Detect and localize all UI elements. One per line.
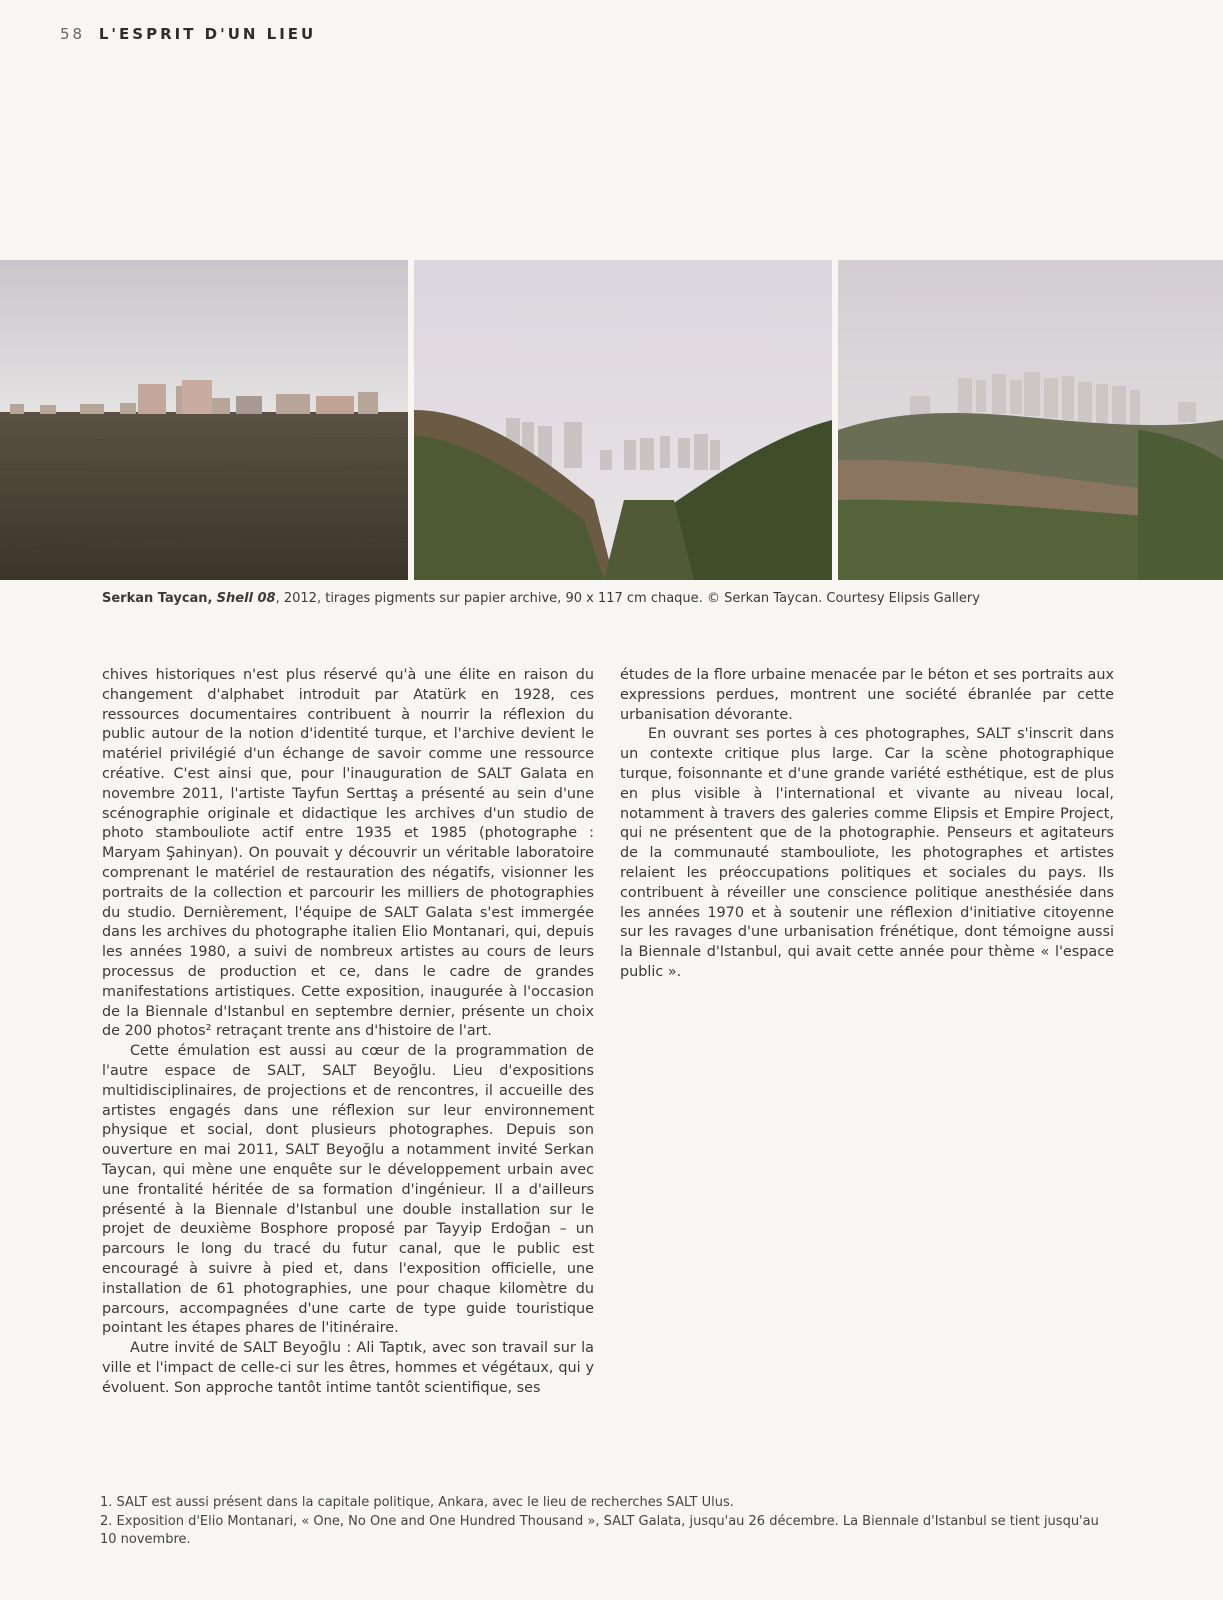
photo-caption [102, 591, 1102, 606]
paragraph: Autre invité de SALT Beyoğlu : Ali Taptık, avec son travail sur la ville et l'impact de celle-ci sur les êtres, hommes et végétaux, qui y évoluent. Son approche tantôt intime tantôt scientifique, ses [102, 1340, 594, 1396]
paragraph: En ouvrant ses portes à ces photographes, SALT s'inscrit dans un contexte critique plus large. Car la scène photographique turque, foisonnante et d'une grande variété esthétique, est de plus en plus visible à l'international et vivante au niveau local, notamment à travers des galeries comme Elipsis et Empire Project, qui ne présentent que de la photographie. Penseurs et agitateurs de la communauté stambouliote, les photographes et artistes relaient les préoccupations politiques et sociales du pays. Ils contribuent à réveiller une conscience politique anesthésiée dans les années 1970 et à soutenir une réflexion d'initiative citoyenne sur les ravages d'une urbanisation frénétique, dont témoigne aussi la Biennale d'Istanbul, qui avait cette année pour thème « l'espace public ». [620, 726, 1114, 980]
section-title: L'ESPRIT D'UN LIEU [98, 25, 317, 43]
paragraph: Cette émulation est aussi au cœur de la programmation de l'autre espace de SALT, SALT Beyoğlu. Lieu d'expositions multidisciplinaires, de projections et de rencontres, il accueille des artistes engagés dans une réflexion sur leur environnement physique et social, dont plusieurs photographes. Depuis son ouverture en mai 2011, SALT Beyoğlu a notamment invité Serkan Taycan, qui mène une enquête sur le développement urbain avec une frontalité héritée de sa formation d'ingénieur. Il a d'ailleurs présenté à la Biennale d'Istanbul une double installation sur le projet de deuxième Bosphore proposé par Tayyip Erdoğan – un parcours le long du tracé du futur canal, que le public est encouragé à suivre à pied et, dans l'exposition officielle, une installation de 61 photographies, une pour chaque kilomètre du parcours, accompagnées d'une carte de type guide touristique pointant les étapes phares de l'itinéraire. [102, 1043, 594, 1337]
photo-valley-towers [414, 260, 832, 580]
page-number: 58 [60, 25, 86, 43]
footnote-2: 2. Exposition d'Elio Montanari, « One, No One and One Hundred Thousand », SALT Galata, jusqu'au 26 décembre. La Biennale d'Istanbul se tient jusqu'au 10 novembre. [100, 1513, 1099, 1547]
paragraph: chives historiques n'est plus réservé qu'à une élite en raison du changement d'alphabet introduit par Atatürk en 1928, ces ressources documentaires contribuent à nourrir la réflexion du public autour de la notion d'identité turque, et l'archive devient le matériel privilégié d'un échange de savoir comme une ressource créative. C'est ainsi que, pour l'inauguration de SALT Galata en novembre 2011, l'artiste Tayfun Serttaş a présenté au sein d'une scénographie originale et didactique les archives d'un studio de photo stambouliote actif entre 1935 et 1985 (photographe : Maryam Şahinyan). On pouvait y découvrir un véritable laboratoire comprenant le matériel de restauration des négatifs, visionner les portraits de la collection et parcourir les milliers de photographies du studio. Dernièrement, l'équipe de SALT Galata s'est immergée dans les archives du photographe italien Elio Montanari, qui, depuis les années 1980, a suivi de nombreux artistes au cours de leurs processus de production et ce, dans le cadre de grandes manifestations artistiques. Cette exposition, inaugurée à l'occasion de la Biennale d'Istanbul en septembre dernier, présente un choix de 200 photos² retraçant trente ans d'histoire de l'art. [102, 667, 594, 1040]
caption-details: , 2012, tirages pigments sur papier archive, 90 x 117 cm chaque. © Serkan Taycan. Courtesy Elipsis Gallery [275, 591, 980, 606]
running-header [60, 25, 316, 43]
caption-artist: Serkan Taycan, [102, 591, 213, 606]
article-column-left [102, 666, 594, 1398]
caption-work-title: Shell 08 [216, 591, 276, 606]
article-column-right [620, 666, 1114, 983]
photo-triptych [0, 260, 1223, 580]
paragraph: études de la flore urbaine menacée par le béton et ses portraits aux expressions perdues, montrent une société ébranlée par cette urbanisation dévorante. [620, 667, 1114, 723]
footnotes [100, 1494, 1110, 1550]
photo-hill-towers [838, 260, 1223, 580]
photo-field-buildings [0, 260, 408, 580]
footnote-1: 1. SALT est aussi présent dans la capitale politique, Ankara, avec le lieu de recherches SALT Ulus. [100, 1495, 734, 1510]
